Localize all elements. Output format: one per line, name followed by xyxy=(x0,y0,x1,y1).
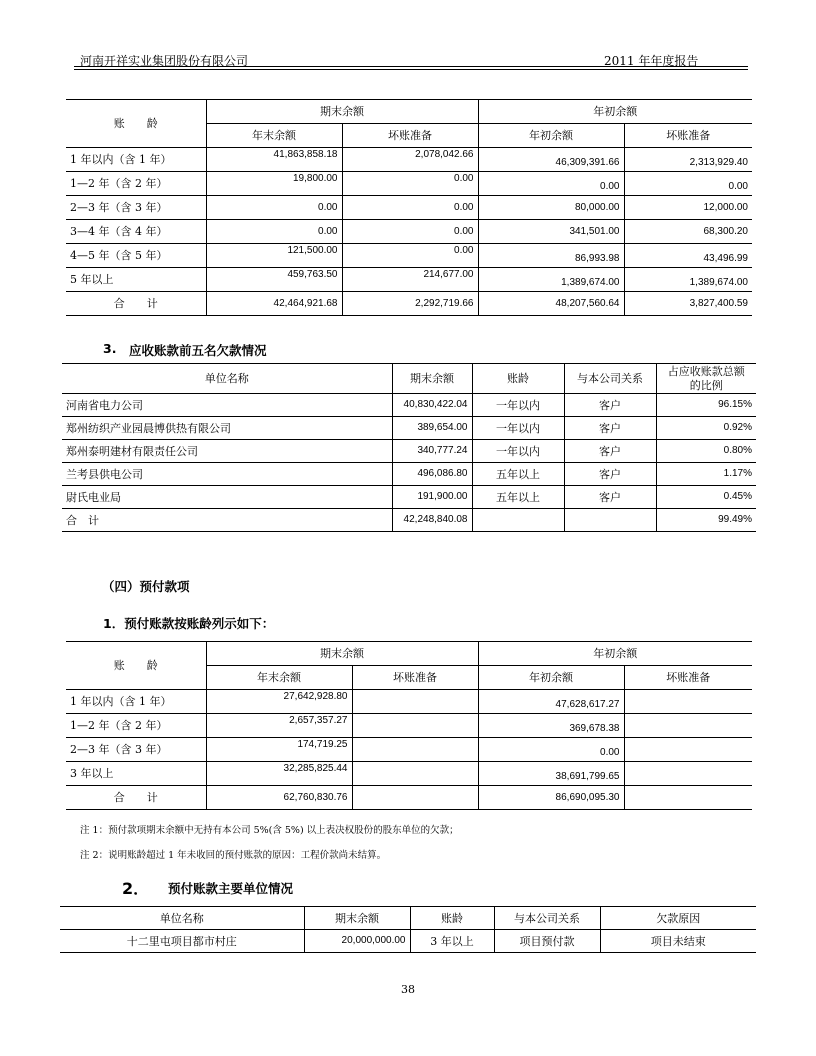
table-row xyxy=(66,690,752,714)
header-end-bad: 坏账准备 xyxy=(352,666,478,690)
top-debtors-table xyxy=(62,363,756,532)
end-bal-cell: 19,800.00 xyxy=(206,172,342,196)
end-cell: 496,086.80 xyxy=(392,463,472,486)
begin-bad-cell: 12,000.00 xyxy=(624,196,752,220)
age-cell: 5 年以上 xyxy=(66,268,206,292)
age-cell: 1 年以内（含 1 年） xyxy=(66,690,206,714)
header-age: 账龄 xyxy=(472,364,564,394)
header-ratio-line2: 的比例 xyxy=(689,378,723,392)
ratio-cell: 0.80% xyxy=(656,440,756,463)
company-name: 河南开祥实业集团股份有限公司 xyxy=(80,54,249,68)
end-bad-cell xyxy=(352,690,478,714)
begin-bal-cell: 46,309,391.66 xyxy=(478,148,624,172)
end-bal-cell: 0.00 xyxy=(206,220,342,244)
end-cell: 40,830,422.04 xyxy=(392,394,472,417)
end-cell: 20,000,000.00 xyxy=(304,930,410,953)
note-1: 注 1：预付款项期末余额中无持有本公司 5%(含 5%) 以上表决权股份的股东单位的欠款； xyxy=(80,825,459,836)
age-cell: 一年以内 xyxy=(472,417,564,440)
total-begin-bal: 86,690,095.30 xyxy=(478,786,624,810)
begin-bal-cell: 80,000.00 xyxy=(478,196,624,220)
table-row xyxy=(62,486,756,509)
header-begin-balance: 年初余额 xyxy=(478,642,752,666)
header-rule xyxy=(74,66,748,67)
header-end-bad: 坏账准备 xyxy=(342,124,478,148)
section-3-number: 3. xyxy=(103,341,117,356)
age-cell: 五年以上 xyxy=(472,486,564,509)
ratio-cell: 1.17% xyxy=(656,463,756,486)
begin-bad-cell xyxy=(624,738,752,762)
note-2: 注 2：说明账龄超过 1 年未收回的预付账款的原因：工程价款尚未结算。 xyxy=(80,850,387,861)
age-cell: 3 年以上 xyxy=(410,930,494,953)
table-row xyxy=(60,930,756,953)
end-bal-cell: 32,285,825.44 xyxy=(206,762,352,786)
ratio-cell: 96.15% xyxy=(656,394,756,417)
header-begin-bal: 年初余额 xyxy=(478,666,624,690)
begin-bad-cell: 43,496.99 xyxy=(624,244,752,268)
table-row xyxy=(62,440,756,463)
table-row xyxy=(66,196,752,220)
table-row xyxy=(62,394,756,417)
unit-name-cell: 兰考县供电公司 xyxy=(62,463,392,486)
age-cell: 2—3 年（含 3 年） xyxy=(66,738,206,762)
end-bad-cell: 2,078,042.66 xyxy=(342,148,478,172)
end-cell: 191,900.00 xyxy=(392,486,472,509)
header-begin-balance: 年初余额 xyxy=(478,100,752,124)
total-rel-empty xyxy=(564,509,656,532)
table-row xyxy=(66,738,752,762)
header-unit-name: 单位名称 xyxy=(62,364,392,394)
end-bal-cell: 2,657,357.27 xyxy=(206,714,352,738)
begin-bal-cell: 1,389,674.00 xyxy=(478,268,624,292)
ratio-cell: 0.45% xyxy=(656,486,756,509)
header-ratio xyxy=(656,364,756,394)
receivables-aging-table xyxy=(66,99,752,316)
table-row xyxy=(62,463,756,486)
relation-cell: 客户 xyxy=(564,394,656,417)
header-end-balance: 期末余额 xyxy=(206,642,478,666)
begin-bad-cell: 0.00 xyxy=(624,172,752,196)
table-row xyxy=(62,417,756,440)
header-end-balance: 期末余额 xyxy=(206,100,478,124)
table-row xyxy=(66,244,752,268)
table-row xyxy=(66,220,752,244)
reason-cell: 项目未结束 xyxy=(600,930,756,953)
table-row xyxy=(66,714,752,738)
end-bal-cell: 0.00 xyxy=(206,196,342,220)
end-bad-cell: 0.00 xyxy=(342,244,478,268)
begin-bad-cell: 68,300.20 xyxy=(624,220,752,244)
prepayments-aging-table xyxy=(66,641,752,810)
major-prepayment-units-table xyxy=(60,906,756,953)
age-cell: 3 年以上 xyxy=(66,762,206,786)
relation-cell: 项目预付款 xyxy=(494,930,600,953)
end-bal-cell: 459,763.50 xyxy=(206,268,342,292)
unit-name-cell: 十二里屯项目都市村庄 xyxy=(60,930,304,953)
total-label: 合 计 xyxy=(66,292,206,316)
header-begin-bad: 坏账准备 xyxy=(624,124,752,148)
section-4-title: （四）预付款项 xyxy=(102,579,190,594)
begin-bad-cell: 1,389,674.00 xyxy=(624,268,752,292)
total-label: 合 计 xyxy=(62,509,392,532)
header-relation: 与本公司关系 xyxy=(564,364,656,394)
total-begin-bal: 48,207,560.64 xyxy=(478,292,624,316)
age-cell: 一年以内 xyxy=(472,440,564,463)
header-relation: 与本公司关系 xyxy=(494,907,600,930)
relation-cell: 客户 xyxy=(564,440,656,463)
end-bal-cell: 174,719.25 xyxy=(206,738,352,762)
total-begin-bad: 3,827,400.59 xyxy=(624,292,752,316)
total-end-bad: 2,292,719.66 xyxy=(342,292,478,316)
unit-name-cell: 尉氏电业局 xyxy=(62,486,392,509)
age-cell: 五年以上 xyxy=(472,463,564,486)
end-bad-cell xyxy=(352,714,478,738)
section-2-title: 预付账款主要单位情况 xyxy=(168,881,294,896)
header-end-balance: 期末余额 xyxy=(392,364,472,394)
age-cell: 4—5 年（含 5 年） xyxy=(66,244,206,268)
header-rule-thin xyxy=(74,69,748,70)
total-label: 合 计 xyxy=(66,786,206,810)
total-age-empty xyxy=(472,509,564,532)
total-ratio: 99.49% xyxy=(656,509,756,532)
begin-bad-cell: 2,313,929.40 xyxy=(624,148,752,172)
header-unit-name: 单位名称 xyxy=(60,907,304,930)
begin-bal-cell: 341,501.00 xyxy=(478,220,624,244)
begin-bal-cell: 0.00 xyxy=(478,172,624,196)
unit-name-cell: 郑州泰明建材有限责任公司 xyxy=(62,440,392,463)
end-bad-cell: 214,677.00 xyxy=(342,268,478,292)
total-row xyxy=(62,509,756,532)
report-title: 2011 年年度报告 xyxy=(604,54,699,68)
table-row xyxy=(66,172,752,196)
end-cell: 389,654.00 xyxy=(392,417,472,440)
end-bad-cell: 0.00 xyxy=(342,196,478,220)
ratio-cell: 0.92% xyxy=(656,417,756,440)
begin-bal-cell: 0.00 xyxy=(478,738,624,762)
age-cell: 3—4 年（含 4 年） xyxy=(66,220,206,244)
relation-cell: 客户 xyxy=(564,486,656,509)
total-begin-bad xyxy=(624,786,752,810)
begin-bad-cell xyxy=(624,762,752,786)
table-row xyxy=(66,762,752,786)
relation-cell: 客户 xyxy=(564,417,656,440)
total-row xyxy=(66,786,752,810)
header-age: 账 龄 xyxy=(66,100,206,148)
header-end-bal: 年末余额 xyxy=(206,666,352,690)
header-ratio-line1: 占应收账款总额 xyxy=(667,364,745,378)
age-cell: 1 年以内（含 1 年） xyxy=(66,148,206,172)
header-age: 账龄 xyxy=(410,907,494,930)
total-end: 42,248,840.08 xyxy=(392,509,472,532)
header-begin-bad: 坏账准备 xyxy=(624,666,752,690)
begin-bal-cell: 369,678.38 xyxy=(478,714,624,738)
section-2-number: 2． xyxy=(122,879,150,898)
section-4-subtitle: 1．预付账款按账龄列示如下： xyxy=(103,616,275,631)
end-bad-cell: 0.00 xyxy=(342,172,478,196)
age-cell: 1—2 年（含 2 年） xyxy=(66,714,206,738)
begin-bad-cell xyxy=(624,690,752,714)
unit-name-cell: 河南省电力公司 xyxy=(62,394,392,417)
relation-cell: 客户 xyxy=(564,463,656,486)
header-begin-bal: 年初余额 xyxy=(478,124,624,148)
end-bad-cell xyxy=(352,738,478,762)
age-cell: 2—3 年（含 3 年） xyxy=(66,196,206,220)
end-bal-cell: 121,500.00 xyxy=(206,244,342,268)
header-age: 账 龄 xyxy=(66,642,206,690)
end-bal-cell: 41,863,858.18 xyxy=(206,148,342,172)
end-cell: 340,777.24 xyxy=(392,440,472,463)
end-bal-cell: 27,642,928.80 xyxy=(206,690,352,714)
header-end-balance: 期末余额 xyxy=(304,907,410,930)
header-reason: 欠款原因 xyxy=(600,907,756,930)
age-cell: 1—2 年（含 2 年） xyxy=(66,172,206,196)
age-cell: 一年以内 xyxy=(472,394,564,417)
begin-bal-cell: 86,993.98 xyxy=(478,244,624,268)
end-bad-cell: 0.00 xyxy=(342,220,478,244)
header-end-bal: 年末余额 xyxy=(206,124,342,148)
total-end-bal: 42,464,921.68 xyxy=(206,292,342,316)
begin-bal-cell: 38,691,799.65 xyxy=(478,762,624,786)
begin-bal-cell: 47,628,617.27 xyxy=(478,690,624,714)
end-bad-cell xyxy=(352,762,478,786)
table-row xyxy=(66,148,752,172)
total-end-bal: 62,760,830.76 xyxy=(206,786,352,810)
page-number: 38 xyxy=(401,983,415,996)
total-end-bad xyxy=(352,786,478,810)
begin-bad-cell xyxy=(624,714,752,738)
section-3-title: 应收账款前五名欠款情况 xyxy=(129,343,267,358)
unit-name-cell: 郑州纺织产业园晨博供热有限公司 xyxy=(62,417,392,440)
total-row xyxy=(66,292,752,316)
table-row xyxy=(66,268,752,292)
